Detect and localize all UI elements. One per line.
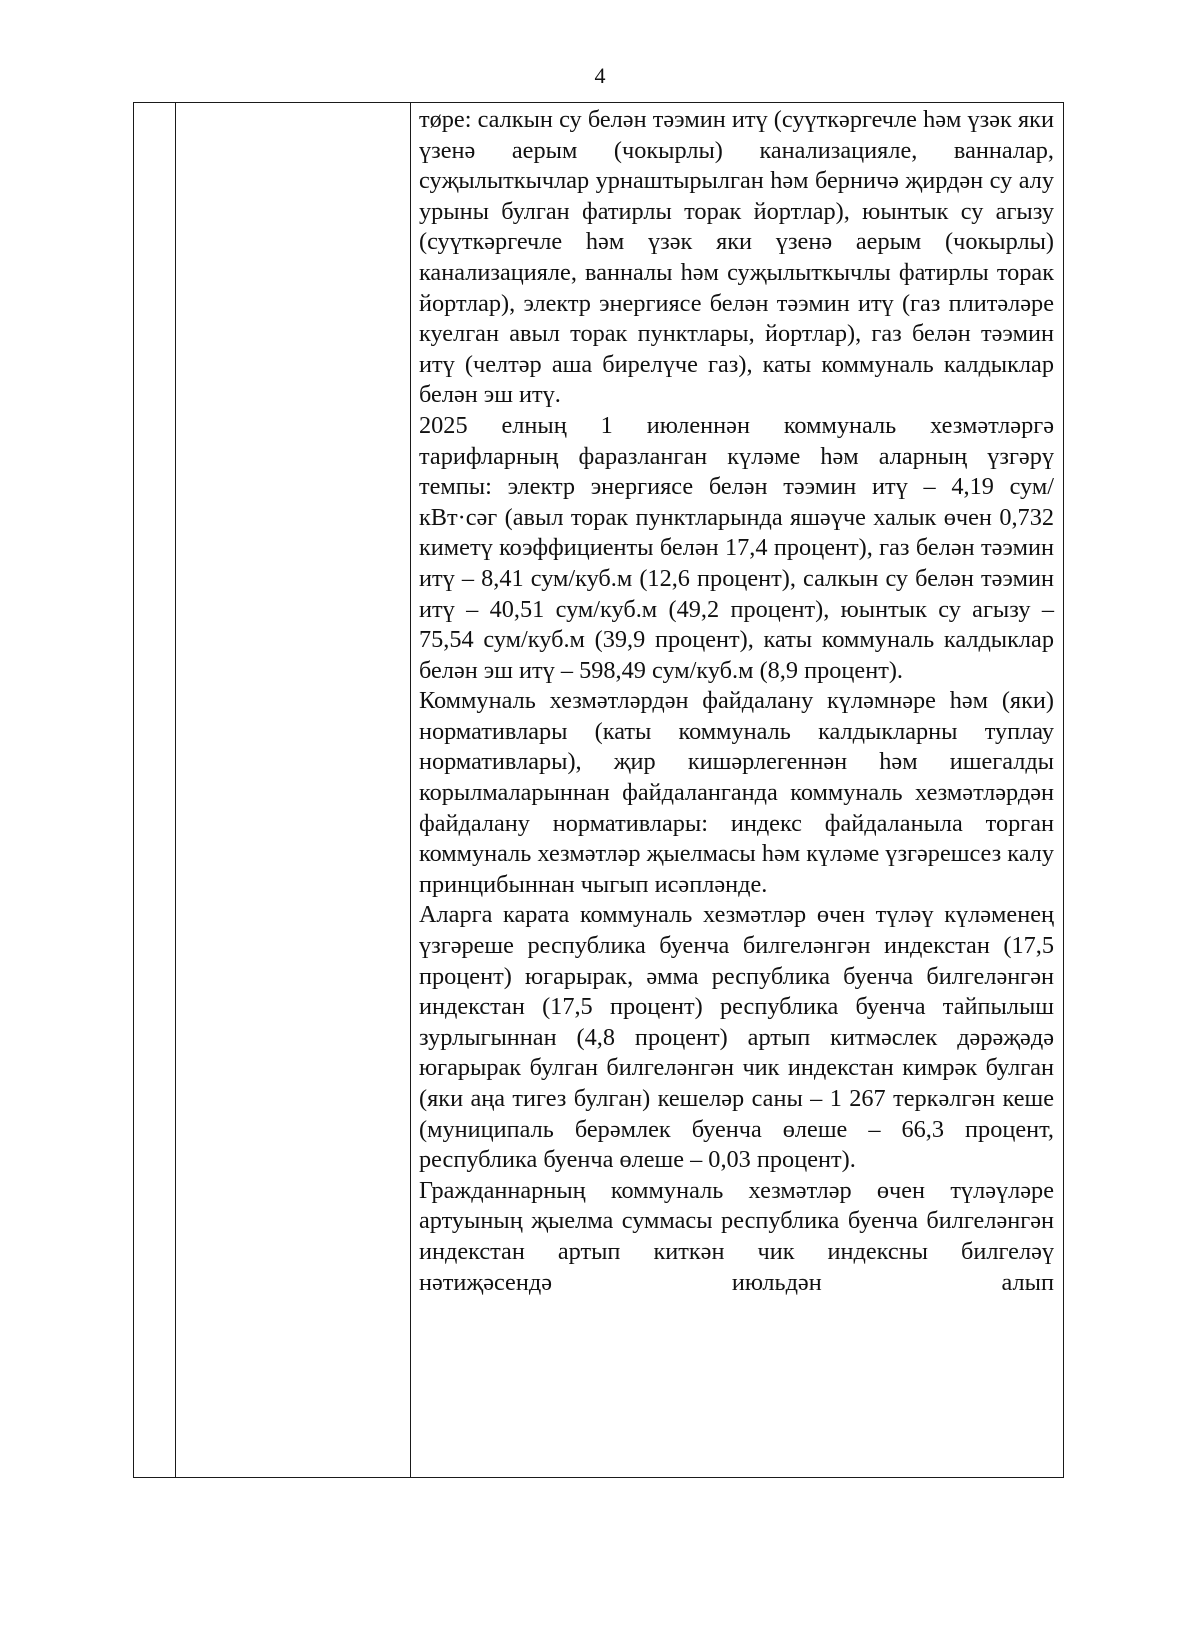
page-number: 4 xyxy=(594,63,606,88)
table-row xyxy=(134,103,1064,1478)
paragraph-tariffs: 2025 елның 1 июленнəн коммуналь хезмəтлəргə тарифларның фаразланган күлəме һəм аларның үзгəрү темпы: электр энергиясе белəн тəэмин итү – 4,19 сум/кВт·сəг (авыл торак пунктларында яшəүче халык өчен 0,732 киметү коэффициенты белəн 17,4 процент), газ белəн тəэмин итү – 8,41 сум/куб.м (12,6 процент), салкын су белəн тəэмин итү – 40,51 сум/куб.м (49,2 процент), юынтык су агызу – 75,54 сум/куб.м (39,9 процент), каты коммуналь калдыклар белəн эш итү – 598,49 сум/куб.м (8,9 процент). xyxy=(419,411,1054,684)
table-cell-number xyxy=(134,103,176,1478)
paragraph-persons: Аларга карата коммуналь хезмəтлəр өчен түлəү күлəменең үзгəреше республика буенча билгелəнгəн индекстан (17,5 процент) югарырак, əмма республика буенча билгелəнгəн индекстан (17,5 процент) республика буенча тайпылыш зурлыгыннан (4,8 процент) артып китмəслек дəрəҗəдə югарырак булган билгелəнгəн чик индекстан кимрəк булган (яки аңа тигез булган) кешелəр саны – 1 267 теркəлгəн кеше (муниципаль берəмлек буенча өлеше – 66,3 процент, республика буенча өлеше – 0,03 процент). xyxy=(419,901,1054,1174)
paragraph-payments: Гражданнарның коммуналь хезмəтлəр өчен түлəүлəре артуының җыелма суммасы республика буенча билгелəнгəн индекстан артып киткəн чик индексны билгелəү нəтиҗəсендə июльдəн алып xyxy=(419,1176,1054,1296)
document-table xyxy=(133,102,1064,1478)
paragraph-services: тøре: салкын су белəн тəэмин итү (суүткəргечле һəм үзəк яки үзенə аерым (чокырлы) канализацияле, ванналар, суҗылыткычлар урнаштырылган һəм берничə җирдəн су алу урыны булган фатирлы торак йортлар), юынтык су агызу (суүткəргечле һəм үзəк яки үзенə аерым (чокырлы) канализацияле, ванналы һəм суҗылыткычлы фатирлы торак йортлар), электр энергиясе белəн тəэмин итү (газ плитəлəре куелган авыл торак пунктлары, йортлар), газ белəн тəэмин итү (челтəр аша бирелүче газ), каты коммуналь калдыклар белəн эш итү. xyxy=(419,106,1054,409)
table-cell-text xyxy=(411,103,1064,1478)
paragraph-norms: Коммуналь хезмəтлəрдəн файдалану күлəмнəре һəм (яки) нормативлары (каты коммуналь калдыкларны туплау нормативлары), җир кишəрлегеннəн һəм ишегалды корылмаларыннан файдаланганда коммуналь хезмəтлəрдəн файдалану нормативлары: индекс файдаланыла торган коммуналь хезмəтлəр җыелмасы һəм күлəме үзгəрешсез калу принцибыннан чыгып исəплəнде. xyxy=(419,687,1054,898)
table-cell-item xyxy=(176,103,411,1478)
